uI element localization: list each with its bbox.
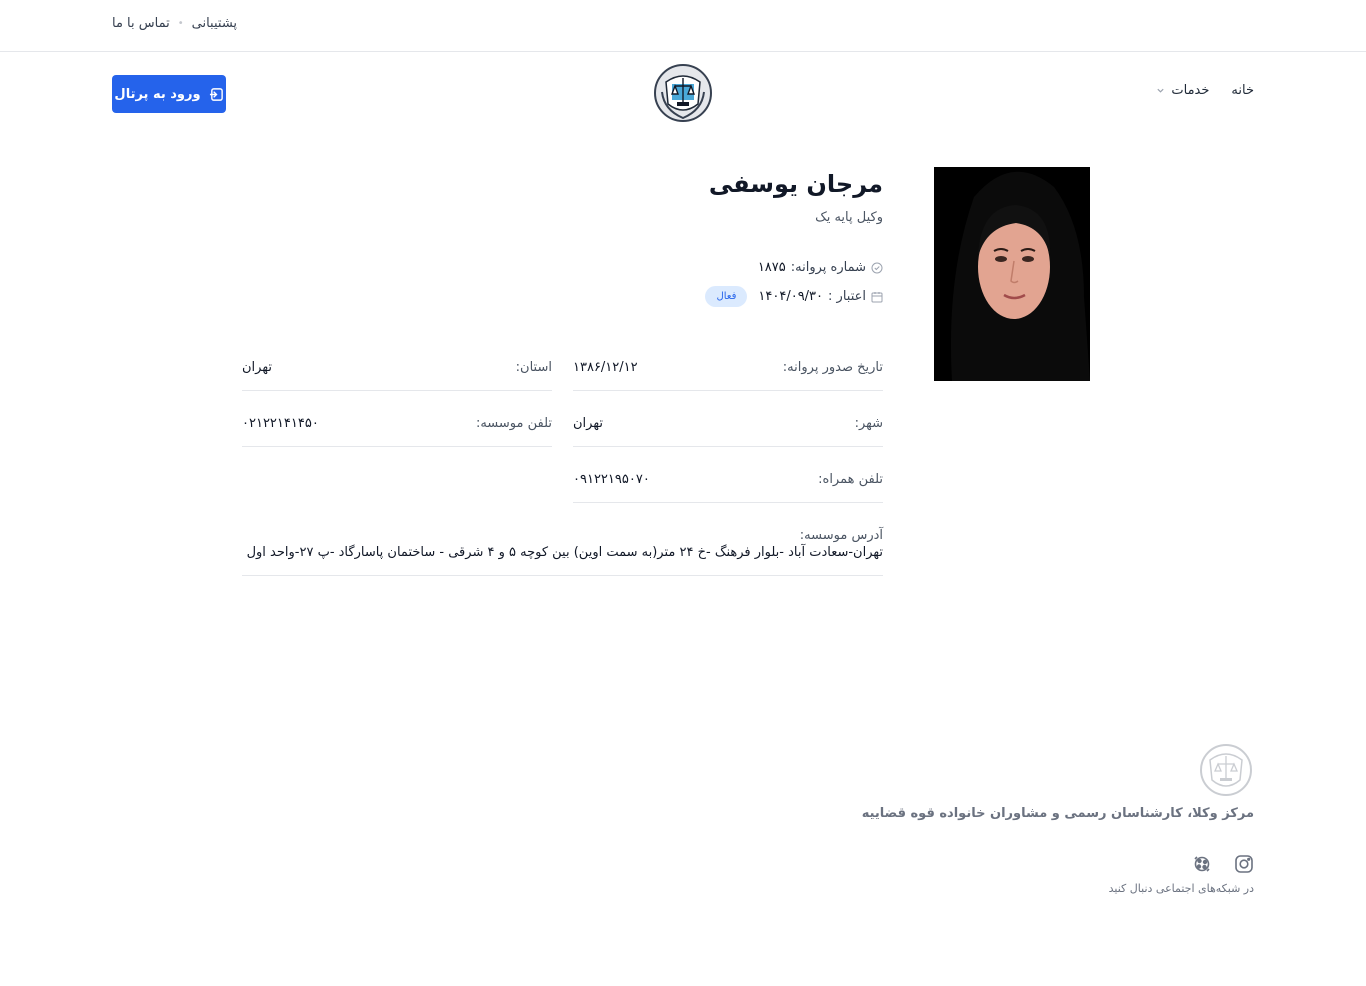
chevron-down-icon	[1156, 86, 1165, 95]
province-field	[242, 360, 552, 391]
portrait-image	[934, 157, 1090, 381]
address-label: آدرس موسسه:	[799, 528, 883, 543]
contact-link[interactable]: تماس با ما	[112, 16, 170, 31]
support-link[interactable]: پشتیبانی	[191, 16, 238, 31]
login-icon	[209, 87, 224, 102]
office-phone-label: تلفن موسسه:	[475, 416, 552, 431]
issue-date-label: تاریخ صدور پروانه:	[782, 360, 883, 375]
calendar-icon	[871, 291, 883, 303]
portal-login-label: ورود به پرتال	[114, 86, 201, 102]
nav-services-label: خدمات	[1171, 83, 1210, 98]
validity-date: ۱۴۰۴/۰۹/۳۰	[758, 289, 824, 304]
nav-home-label: خانه	[1231, 83, 1254, 98]
issue-date-field	[573, 360, 883, 391]
province-value: تهران	[242, 360, 272, 375]
mobile-value: ۰۹۱۲۲۱۹۵۰۷۰	[573, 472, 650, 487]
city-label: شهر:	[854, 416, 883, 431]
instagram-icon[interactable]	[1234, 854, 1254, 874]
link-separator: •	[177, 18, 184, 29]
license-label: شماره پروانه:	[790, 260, 866, 275]
province-label: استان:	[515, 360, 552, 375]
address-field	[242, 528, 883, 576]
mobile-label: تلفن همراه:	[818, 472, 883, 487]
lawyer-name: مرجان یوسفی	[708, 170, 883, 198]
city-field	[573, 416, 883, 447]
issue-date-value: ۱۳۸۶/۱۲/۱۲	[573, 360, 638, 375]
main-header	[0, 52, 1366, 136]
validity-label: اعتبار :	[828, 289, 866, 304]
top-links	[112, 16, 237, 31]
status-badge: فعال	[705, 286, 747, 307]
nav-home[interactable]	[1231, 83, 1254, 98]
mobile-field	[573, 472, 883, 503]
top-bar	[0, 0, 1366, 52]
follow-text: در شبکه‌های اجتماعی دنبال کنید	[1108, 882, 1254, 895]
social-links	[1192, 854, 1254, 874]
aparat-icon[interactable]	[1192, 854, 1212, 874]
check-circle-icon	[871, 262, 883, 274]
license-number-row	[758, 260, 883, 275]
footer-logo	[1198, 742, 1254, 798]
license-number: ۱۸۷۵	[757, 260, 786, 275]
office-phone-field	[242, 416, 552, 447]
lawyer-photo	[934, 157, 1090, 381]
footer-title: مرکز وکلا، کارشناسان رسمی و مشاوران خانواده قوه قضاییه	[861, 806, 1254, 821]
city-value: تهران	[573, 416, 603, 431]
lawyer-title: وکیل پایه یک	[815, 210, 883, 225]
judiciary-logo[interactable]	[652, 62, 714, 124]
office-phone-value: ۰۲۱۲۲۱۴۱۴۵۰	[242, 416, 319, 431]
validity-row	[705, 286, 883, 307]
nav-services[interactable]	[1156, 83, 1209, 98]
address-value: تهران-سعادت آباد -بلوار فرهنگ -خ ۲۴ متر(به سمت اوین) بین کوچه ۵ و ۴ شرقی - ساختمان پاسارگاد -پ ۲۷-واحد اول	[246, 545, 883, 560]
portal-login-button[interactable]	[112, 75, 226, 113]
main-nav	[1156, 83, 1254, 98]
